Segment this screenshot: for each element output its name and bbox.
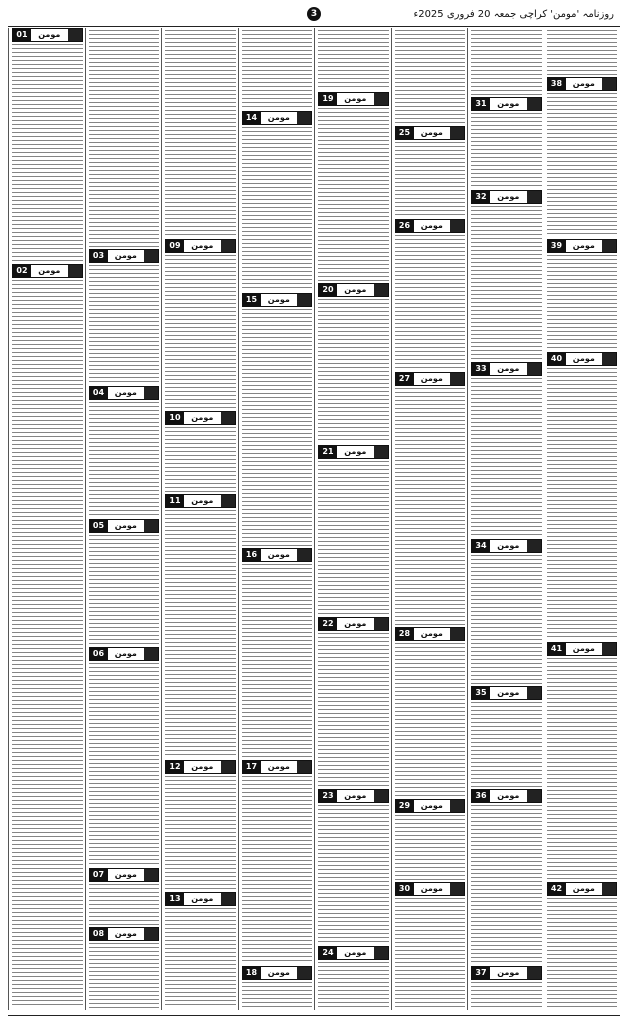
- column-6: [161, 28, 239, 1010]
- entry-header: [318, 283, 389, 297]
- entry-title: مومن: [420, 128, 443, 137]
- entry-title: مومن: [572, 241, 595, 250]
- entry-tag: [144, 250, 158, 262]
- text-block: [89, 663, 160, 866]
- text-block: [242, 30, 313, 109]
- entry-header: [318, 92, 389, 106]
- entry-tag: [450, 127, 464, 139]
- entry-tag: [450, 800, 464, 812]
- entry-header: [12, 28, 83, 42]
- entry-number: 37: [472, 967, 490, 979]
- entry-header: [165, 239, 236, 253]
- entry-tag: [68, 265, 82, 277]
- text-block: [395, 388, 466, 625]
- column-8: [8, 28, 86, 1010]
- entry-number: 15: [243, 294, 261, 306]
- text-block: [471, 113, 542, 188]
- entry-number: 19: [319, 93, 337, 105]
- entry-header: [165, 411, 236, 425]
- entry-tag: [602, 643, 616, 655]
- text-block: [318, 805, 389, 944]
- text-block: [471, 555, 542, 684]
- entry-header: [395, 799, 466, 813]
- text-block: [165, 255, 236, 409]
- text-block: [89, 884, 160, 925]
- text-block: [165, 776, 236, 890]
- entry-number: 35: [472, 687, 490, 699]
- entry-title: مومن: [572, 354, 595, 363]
- text-block: [318, 30, 389, 90]
- entry-tag: [144, 928, 158, 940]
- entry-number: 31: [472, 98, 490, 110]
- entry-header: [471, 539, 542, 553]
- entry-header: [165, 760, 236, 774]
- text-block: [165, 510, 236, 758]
- entry-header: [12, 264, 83, 278]
- text-block: [89, 943, 160, 1008]
- entry-number: 03: [90, 250, 108, 262]
- text-block: [242, 776, 313, 964]
- text-block: [547, 898, 618, 1008]
- entry-header: [242, 548, 313, 562]
- text-block: [89, 535, 160, 645]
- entry-title: مومن: [267, 550, 290, 559]
- entry-number: 02: [13, 265, 31, 277]
- entry-header: [89, 519, 160, 533]
- text-block: [242, 982, 313, 1008]
- entry-header: [395, 126, 466, 140]
- entry-header: [89, 647, 160, 661]
- entry-tag: [602, 78, 616, 90]
- entry-header: [242, 966, 313, 980]
- entry-title: مومن: [497, 688, 520, 697]
- column-7: [85, 28, 163, 1010]
- entry-tag: [602, 240, 616, 252]
- text-block: [242, 564, 313, 758]
- entry-title: مومن: [267, 968, 290, 977]
- entry-tag: [374, 446, 388, 458]
- entry-tag: [527, 790, 541, 802]
- entry-tag: [602, 353, 616, 365]
- entry-number: 41: [548, 643, 566, 655]
- entry-number: 28: [396, 628, 414, 640]
- entry-header: [318, 946, 389, 960]
- entry-number: 26: [396, 220, 414, 232]
- entry-tag: [297, 967, 311, 979]
- text-block: [471, 206, 542, 360]
- entry-tag: [374, 947, 388, 959]
- entry-header: [89, 386, 160, 400]
- entry-tag: [221, 893, 235, 905]
- entry-header: [471, 97, 542, 111]
- entry-header: [395, 219, 466, 233]
- text-block: [318, 108, 389, 281]
- entry-number: 30: [396, 883, 414, 895]
- text-block: [547, 30, 618, 75]
- entry-header: [165, 892, 236, 906]
- text-block: [395, 142, 466, 217]
- entry-tag: [144, 520, 158, 532]
- entry-number: 34: [472, 540, 490, 552]
- text-block: [471, 30, 542, 95]
- text-block: [318, 633, 389, 787]
- classified-columns: [8, 28, 620, 1010]
- column-2: [467, 28, 545, 1010]
- entry-header: [242, 111, 313, 125]
- entry-number: 39: [548, 240, 566, 252]
- entry-header: [318, 617, 389, 631]
- entry-header: [242, 293, 313, 307]
- text-block: [242, 309, 313, 546]
- text-block: [395, 643, 466, 797]
- entry-title: مومن: [38, 266, 61, 275]
- entry-tag: [144, 869, 158, 881]
- entry-number: 38: [548, 78, 566, 90]
- entry-header: [547, 642, 618, 656]
- entry-title: مومن: [267, 113, 290, 122]
- entry-title: مومن: [114, 649, 137, 658]
- entry-header: [547, 77, 618, 91]
- text-block: [547, 368, 618, 640]
- entry-number: 12: [166, 761, 184, 773]
- entry-tag: [144, 648, 158, 660]
- text-block: [318, 461, 389, 615]
- text-block: [395, 898, 466, 1008]
- entry-tag: [221, 412, 235, 424]
- column-5: [238, 28, 316, 1010]
- entry-header: [318, 789, 389, 803]
- text-block: [471, 805, 542, 964]
- entry-title: مومن: [114, 521, 137, 530]
- column-3: [391, 28, 469, 1010]
- entry-title: مومن: [420, 884, 443, 893]
- entry-header: [165, 494, 236, 508]
- text-block: [12, 44, 83, 262]
- entry-title: مومن: [267, 762, 290, 771]
- entry-number: 29: [396, 800, 414, 812]
- entry-tag: [221, 240, 235, 252]
- page-number: 3: [307, 7, 321, 21]
- text-block: [165, 427, 236, 492]
- entry-number: 06: [90, 648, 108, 660]
- entry-number: 18: [243, 967, 261, 979]
- entry-header: [471, 966, 542, 980]
- entry-number: 17: [243, 761, 261, 773]
- entry-title: مومن: [267, 295, 290, 304]
- text-block: [471, 702, 542, 787]
- entry-title: مومن: [497, 791, 520, 800]
- entry-title: مومن: [497, 364, 520, 373]
- text-block: [395, 235, 466, 370]
- entry-number: 08: [90, 928, 108, 940]
- entry-header: [395, 627, 466, 641]
- entry-title: مومن: [497, 968, 520, 977]
- entry-title: مومن: [114, 251, 137, 260]
- entry-title: مومن: [420, 221, 443, 230]
- entry-title: مومن: [344, 285, 367, 294]
- entry-header: [471, 686, 542, 700]
- text-block: [395, 30, 466, 124]
- entry-number: 05: [90, 520, 108, 532]
- entry-tag: [144, 387, 158, 399]
- entry-number: 21: [319, 446, 337, 458]
- entry-title: مومن: [420, 801, 443, 810]
- entry-header: [318, 445, 389, 459]
- entry-number: 36: [472, 790, 490, 802]
- column-1: [544, 28, 621, 1010]
- text-block: [547, 93, 618, 237]
- entry-title: مومن: [344, 619, 367, 628]
- entry-title: مومن: [420, 374, 443, 383]
- entry-number: 22: [319, 618, 337, 630]
- entry-title: مومن: [497, 192, 520, 201]
- entry-header: [89, 868, 160, 882]
- entry-header: [395, 882, 466, 896]
- text-block: [242, 127, 313, 291]
- entry-number: 33: [472, 363, 490, 375]
- entry-title: مومن: [344, 791, 367, 800]
- entry-tag: [602, 883, 616, 895]
- entry-title: مومن: [344, 447, 367, 456]
- entry-tag: [527, 191, 541, 203]
- entry-title: مومن: [114, 388, 137, 397]
- entry-tag: [527, 967, 541, 979]
- entry-tag: [221, 761, 235, 773]
- entry-title: مومن: [191, 762, 214, 771]
- entry-number: 13: [166, 893, 184, 905]
- entry-number: 04: [90, 387, 108, 399]
- entry-header: [395, 372, 466, 386]
- text-block: [318, 962, 389, 1008]
- entry-tag: [374, 284, 388, 296]
- entry-number: 14: [243, 112, 261, 124]
- text-block: [89, 402, 160, 517]
- entry-title: مومن: [38, 30, 61, 39]
- entry-header: [242, 760, 313, 774]
- masthead: [8, 4, 620, 27]
- entry-title: مومن: [572, 884, 595, 893]
- entry-tag: [374, 618, 388, 630]
- entry-title: مومن: [344, 94, 367, 103]
- entry-tag: [374, 93, 388, 105]
- entry-title: مومن: [420, 629, 443, 638]
- text-block: [471, 982, 542, 1008]
- entry-number: 25: [396, 127, 414, 139]
- entry-title: مومن: [191, 894, 214, 903]
- entry-number: 09: [166, 240, 184, 252]
- entry-title: مومن: [191, 496, 214, 505]
- entry-tag: [450, 373, 464, 385]
- entry-header: [89, 249, 160, 263]
- entry-header: [547, 882, 618, 896]
- entry-tag: [297, 549, 311, 561]
- entry-header: [547, 239, 618, 253]
- entry-number: 07: [90, 869, 108, 881]
- entry-tag: [68, 29, 82, 41]
- entry-tag: [297, 112, 311, 124]
- entry-title: مومن: [497, 99, 520, 108]
- entry-tag: [297, 294, 311, 306]
- entry-title: مومن: [191, 241, 214, 250]
- text-block: [89, 30, 160, 247]
- entry-title: مومن: [114, 870, 137, 879]
- text-block: [318, 299, 389, 443]
- entry-tag: [374, 790, 388, 802]
- entry-title: مومن: [572, 644, 595, 653]
- entry-number: 42: [548, 883, 566, 895]
- entry-number: 20: [319, 284, 337, 296]
- entry-tag: [527, 687, 541, 699]
- text-block: [395, 815, 466, 880]
- column-4: [314, 28, 392, 1010]
- entry-header: [471, 789, 542, 803]
- entry-title: مومن: [497, 541, 520, 550]
- entry-tag: [297, 761, 311, 773]
- entry-tag: [450, 220, 464, 232]
- entry-title: مومن: [572, 79, 595, 88]
- entry-tag: [527, 540, 541, 552]
- entry-number: 11: [166, 495, 184, 507]
- entry-tag: [221, 495, 235, 507]
- entry-title: مومن: [191, 413, 214, 422]
- text-block: [165, 908, 236, 1008]
- text-block: [165, 30, 236, 237]
- entry-number: 10: [166, 412, 184, 424]
- entry-number: 27: [396, 373, 414, 385]
- text-block: [89, 265, 160, 384]
- entry-tag: [527, 363, 541, 375]
- entry-header: [89, 927, 160, 941]
- entry-number: 23: [319, 790, 337, 802]
- entry-header: [547, 352, 618, 366]
- text-block: [12, 280, 83, 1008]
- entry-number: 40: [548, 353, 566, 365]
- entry-number: 01: [13, 29, 31, 41]
- entry-title: مومن: [114, 929, 137, 938]
- entry-number: 24: [319, 947, 337, 959]
- entry-tag: [450, 628, 464, 640]
- text-block: [471, 378, 542, 537]
- entry-tag: [450, 883, 464, 895]
- entry-number: 32: [472, 191, 490, 203]
- date-line: روزنامہ 'مومن' کراچی جمعہ 20 فروری 2025ء: [413, 9, 614, 20]
- entry-header: [471, 362, 542, 376]
- entry-number: 16: [243, 549, 261, 561]
- entry-title: مومن: [344, 948, 367, 957]
- footer-rule: [8, 1015, 620, 1016]
- entry-tag: [527, 98, 541, 110]
- entry-header: [471, 190, 542, 204]
- text-block: [547, 658, 618, 880]
- text-block: [547, 255, 618, 350]
